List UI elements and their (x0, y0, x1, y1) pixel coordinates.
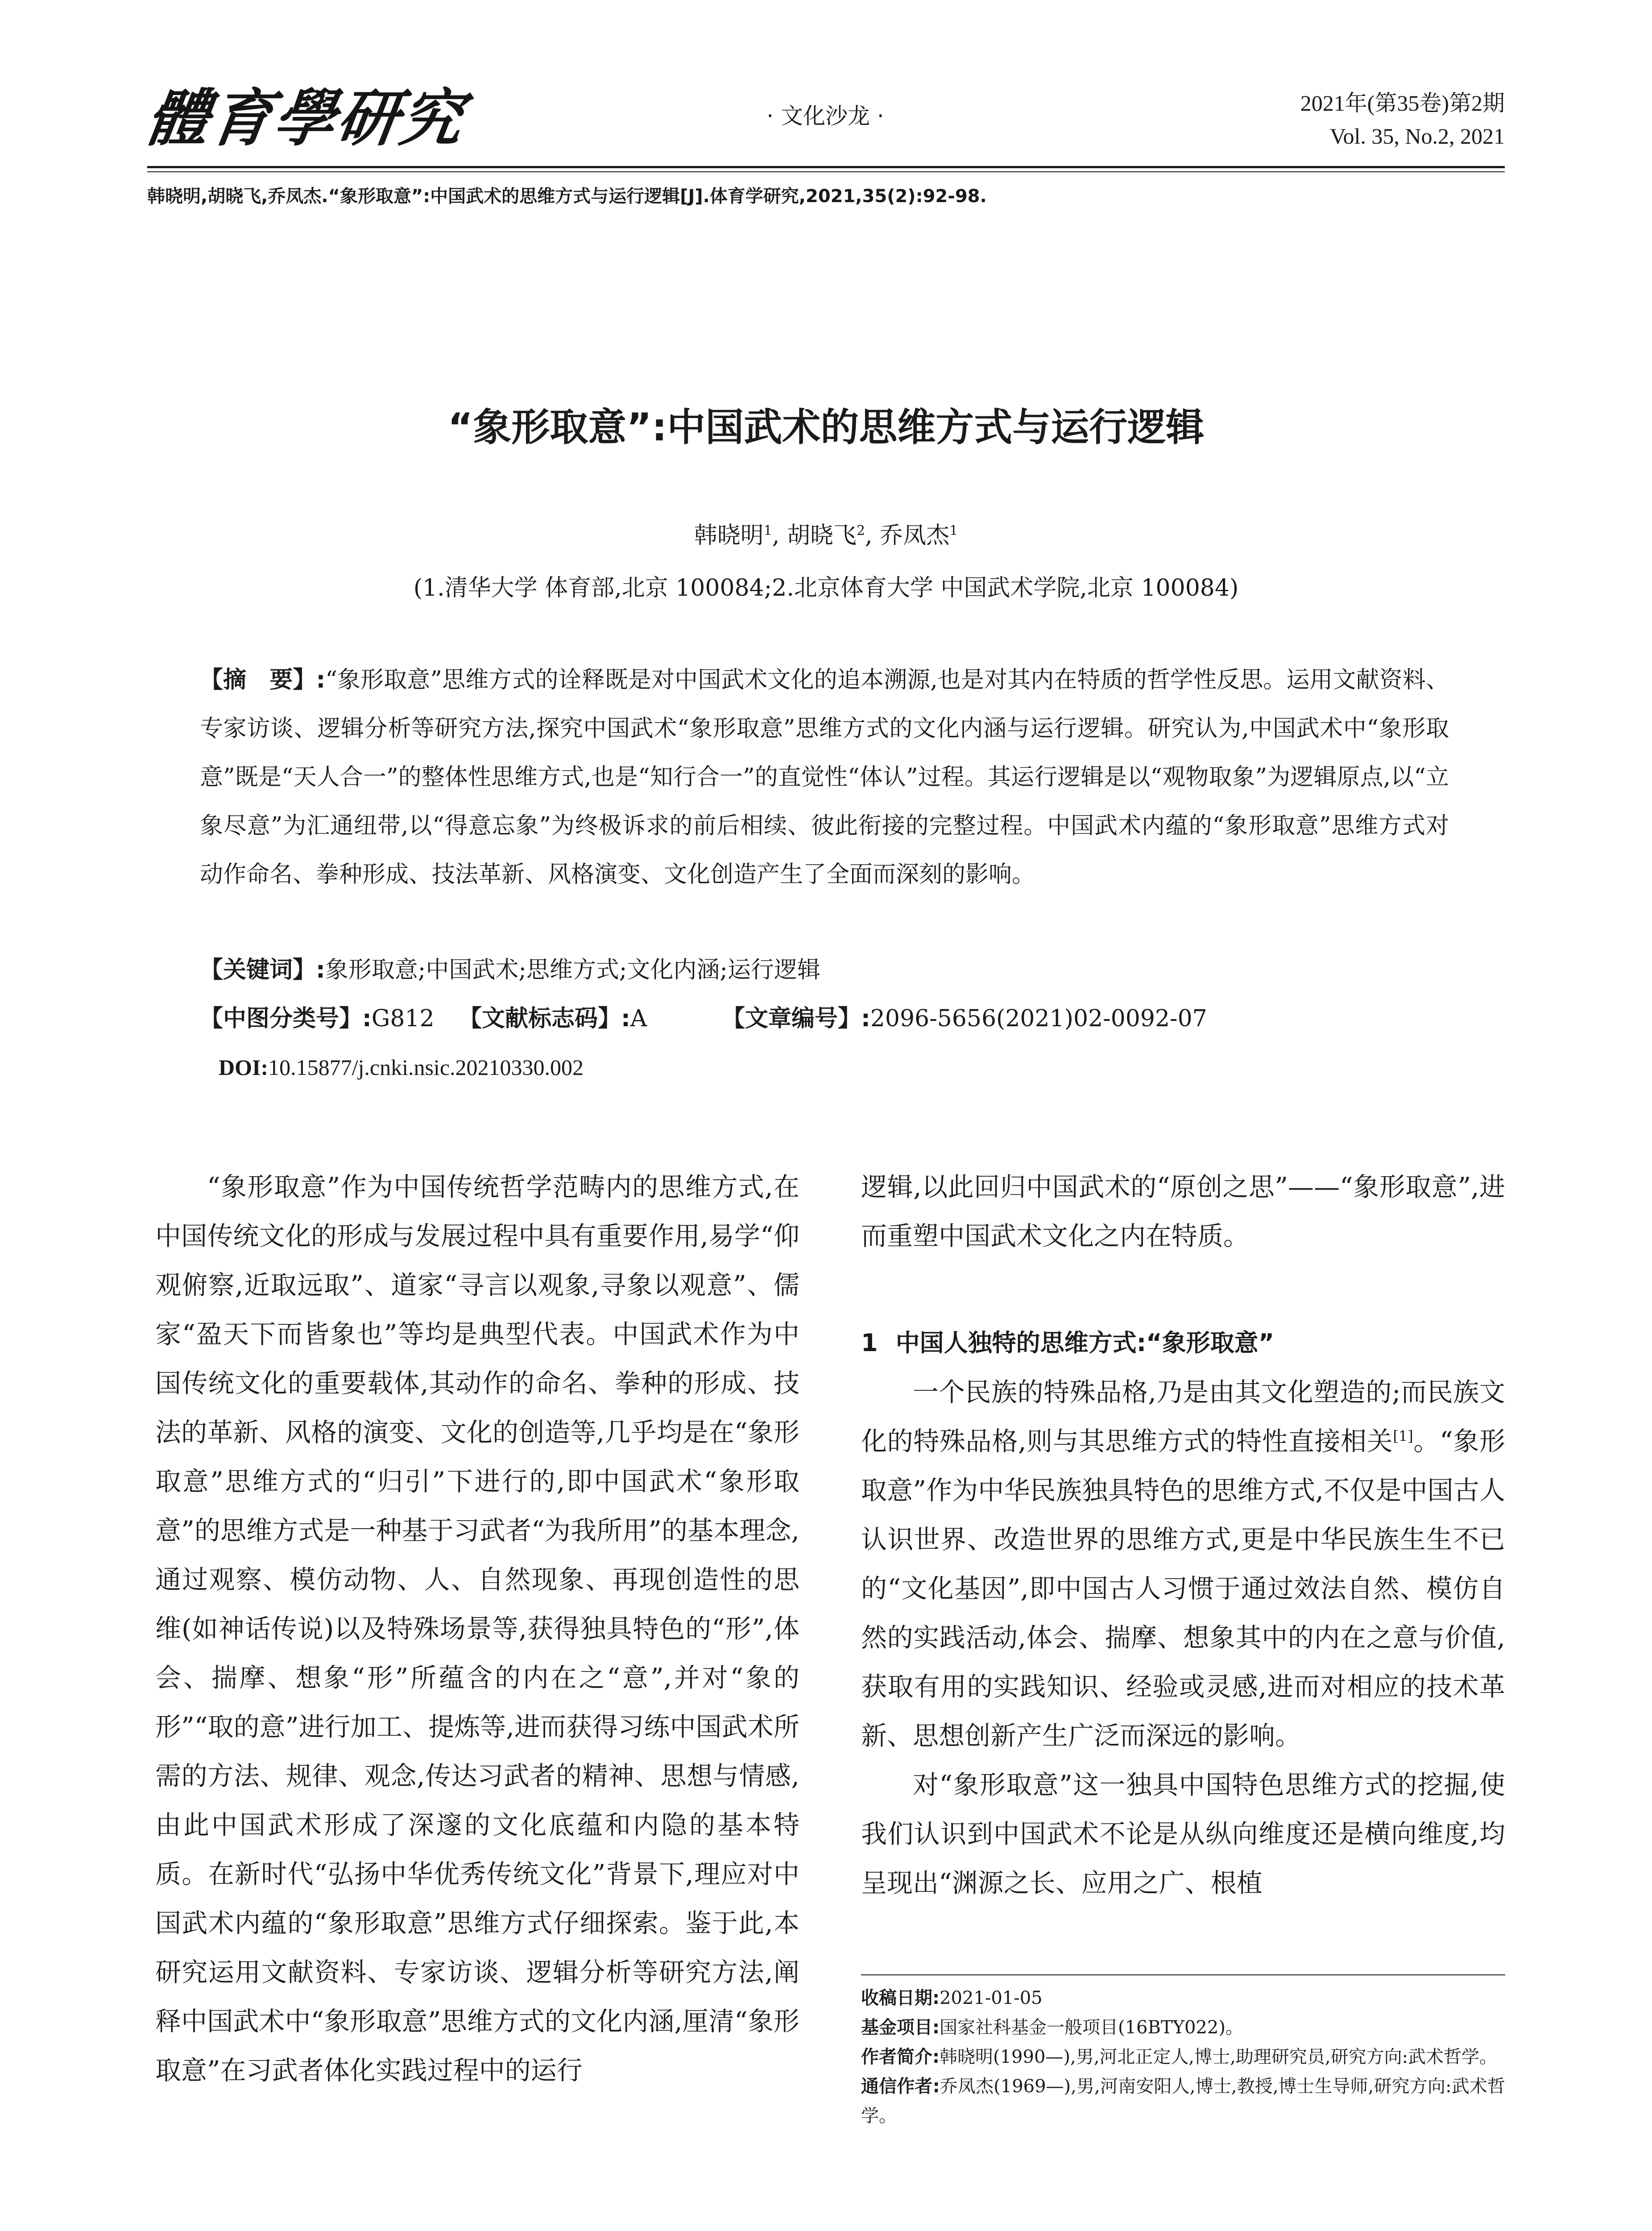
section-heading (861, 1319, 1505, 1368)
section-title: 中国人独特的思维方式:“象形取意” (895, 1329, 1275, 1357)
header-rule (147, 166, 1505, 168)
classification-line (200, 995, 1449, 1043)
author-name: 乔凤杰 (880, 522, 950, 549)
citation-line: 韩晓明,胡晓飞,乔凤杰.“象形取意”:中国武术的思维方式与运行逻辑[J].体育学研究,2021,35(2):92-98. (147, 186, 987, 207)
doc-code-label: 【文献标志码】: (459, 1005, 630, 1032)
journal-logo: 體育學研究 (142, 82, 469, 154)
footnote-author-bio (861, 2042, 1505, 2072)
footnote-corresponding-author (861, 2072, 1505, 2131)
article-no-label: 【文章编号】: (722, 1005, 870, 1032)
doi-label: DOI: (219, 1055, 269, 1080)
keywords-text: 象形取意;中国武术;思维方式;文化内涵;运行逻辑 (325, 957, 820, 983)
author-affiliation-mark: 1 (763, 523, 772, 539)
footnote-text: 国家社科基金一般项目(16BTY022)。 (940, 2017, 1243, 2038)
article-no-item (722, 995, 1207, 1043)
author-affiliation-mark: 1 (949, 523, 958, 539)
paragraph-text: 。“象形取意”作为中华民族独具特色的思维方式,不仅是中国古人认识世界、改造世界的思维方式,更是中华民族生生不已的“文化基因”,即中国古人习惯于通过效法自然、模仿自然的实践活动,体会、揣摩、想象其中的内在之意与价值,获取有用的实践知识、经验或灵感,进而对相应的技术革新、思想创新产生广泛而深远的影响。 (861, 1426, 1505, 1751)
doi-value: 10.15877/j.cnki.nsic.20210330.002 (268, 1055, 584, 1080)
body-paragraph (861, 1368, 1505, 1760)
doc-code-value: A (630, 1005, 647, 1032)
author-separator: , (865, 522, 880, 549)
footnote-label: 收稿日期: (861, 1988, 940, 2008)
header-rule-thin (147, 171, 1505, 172)
clc-label: 【中图分类号】: (200, 1005, 372, 1032)
author-affiliation-mark: 2 (856, 523, 865, 539)
clc-value: G812 (371, 1005, 435, 1032)
intro-paragraph: “象形取意”作为中国传统哲学范畴内的思维方式,在中国传统文化的形成与发展过程中具有重要作用,易学“仰观俯察,近取远取”、道家“寻言以观象,寻象以观意”、儒家“盈天下而皆象也”等均是典型代表。中国武术作为中国传统文化的重要载体,其动作的命名、拳种的形成、技法的革新、风格的演变、文化的创造等,几乎均是在“象形取意”思维方式的“归引”下进行的,即中国武术“象形取意”的思维方式是一种基于习武者“为我所用”的基本理念,通过观察、模仿动物、人、自然现象、再现创造性的思维(如神话传说)以及特殊场景等,获得独具特色的“形”,体会、揣摩、想象“形”所蕴含的内在之“意”,并对“象的形”“取的意”进行加工、提炼等,进而获得习练中国武术所需的方法、规律、观念,传达习武者的精神、思想与情感,由此中国武术形成了深邃的文化底蕴和内隐的基本特质。在新时代“弘扬中华优秀传统文化”背景下,理应对中国武术内蕴的“象形取意”思维方式仔细探索。鉴于此,本研究运用文献资料、专家访谈、逻辑分析等研究方法,阐释中国武术中“象形取意”思维方式的文化内涵,厘清“象形取意”在习武者体化实践过程中的运行 (155, 1172, 799, 2086)
footnotes (861, 1983, 1505, 2131)
abstract-label: 【摘 要】: (200, 667, 326, 693)
body-paragraph: 对“象形取意”这一独具中国特色思维方式的挖掘,使我们认识到中国武术不论是从纵向维度还是横向维度,均呈现出“渊源之长、应用之广、根植 (861, 1770, 1505, 1898)
issue-info-cn: 2021年(第35卷)第2期 (1300, 91, 1505, 116)
author-list (147, 513, 1505, 553)
body-column-right (861, 1162, 1505, 1908)
footnote-label: 基金项目: (861, 2017, 940, 2038)
abstract-text: “象形取意”思维方式的诠释既是对中国武术文化的追本溯源,也是对其内在特质的哲学性反思。运用文献资料、专家访谈、逻辑分析等研究方法,探究中国武术“象形取意”思维方式的文化内涵与运行逻辑。研究认为,中国武术中“象形取意”既是“天人合一”的整体性思维方式,也是“知行合一”的直觉性“体认”过程。其运行逻辑是以“观物取象”为逻辑原点,以“立象尽意”为汇通纽带,以“得意忘象”为终极诉求的前后相续、彼此衔接的完整过程。中国武术内蕴的“象形取意”思维方式对动作命名、拳种形成、技法革新、风格演变、文化创造产生了全面而深刻的影响。 (200, 667, 1449, 888)
footnote-text: 乔凤杰(1969—),男,河南安阳人,博士,教授,博士生导师,研究方向:武术哲学。 (861, 2076, 1505, 2126)
doc-code-item (459, 995, 722, 1043)
body-column-left (155, 1162, 799, 2095)
author-name: 胡晓飞 (787, 522, 857, 549)
footnote-label: 通信作者: (861, 2076, 940, 2097)
affiliations: (1.清华大学 体育部,北京 100084;2.北京体育大学 中国武术学院,北京 100084) (413, 575, 1239, 601)
issue-info-en: Vol. 35, No.2, 2021 (1329, 124, 1505, 149)
keywords-label: 【关键词】: (200, 957, 325, 983)
doi-line (219, 1043, 1468, 1092)
paper-title: “象形取意”:中国武术的思维方式与运行逻辑 (447, 405, 1205, 450)
keywords (200, 946, 1449, 995)
footnote-rule (861, 1974, 1505, 1975)
section-number: 1 (861, 1329, 878, 1357)
abstract (200, 656, 1449, 899)
footnote-label: 作者简介: (861, 2047, 940, 2067)
reference-citation[interactable]: [1] (1393, 1427, 1413, 1445)
author-name: 韩晓明 (694, 522, 764, 549)
article-no-value: 2096-5656(2021)02-0092-07 (870, 1005, 1207, 1032)
column-name: · 文化沙龙 · (766, 103, 884, 129)
footnote-fund (861, 2013, 1505, 2042)
clc-item (200, 995, 459, 1043)
footnote-received (861, 1983, 1505, 2013)
footnote-text: 2021-01-05 (940, 1988, 1043, 2008)
footnote-text: 韩晓明(1990—),男,河北正定人,博士,助理研究员,研究方向:武术哲学。 (940, 2047, 1498, 2067)
intro-paragraph-continuation: 逻辑,以此回归中国武术的“原创之思”——“象形取意”,进而重塑中国武术文化之内在特质。 (861, 1172, 1505, 1251)
paragraph-text: 一个民族的特殊品格,乃是由其文化塑造的;而民族文化的特殊品格,则与其思维方式的特性直接相关 (861, 1377, 1505, 1456)
author-separator: , (772, 522, 787, 549)
